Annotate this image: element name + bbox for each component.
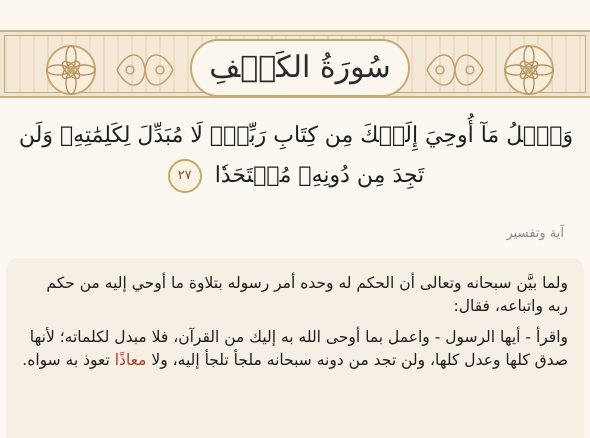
rosette-ornament-icon <box>501 42 557 98</box>
tafsir-text-part: تعوذ به سواه. <box>22 351 115 369</box>
surah-header-banner <box>0 30 590 98</box>
tafsir-intro-paragraph: ولما بيَّن سبحانه وتعالى أن الحكم له وحده أمر رسوله بتلاوة ما أوحي إليه من حكم ربه واتباعه، فقال: <box>46 274 568 315</box>
arabesque-ornament-icon <box>425 48 485 92</box>
surah-title: سُورَةُ الكَهۡفِ <box>209 50 391 85</box>
tafsir-text-part: واقرأ - أيها الرسول - واعمل بما أوحى الله به إليك من القرآن، فلا مبدل لكلماته؛ لأنها صدق كلها وعدل كلها، ولن تجد من دونه سبحانه ملجأ تلجأ إليه، ولا <box>29 328 568 369</box>
arabesque-ornament-icon <box>115 48 175 92</box>
tafsir-section-label: آية وتفسير <box>506 226 564 241</box>
rosette-ornament-icon <box>43 42 99 98</box>
ayah-text: وَٱتۡلُ مَآ أُوحِيَ إِلَيۡكَ مِن كِتَابِ رَبِّكَۖ لَا مُبَدِّلَ لِكَلِمَٰتِهِۦ وَلَن تَجِدَ مِن دُونِهِۦ مُلۡتَحَدٗا <box>18 123 574 188</box>
banner-ornament-frame <box>4 35 586 93</box>
tafsir-card <box>6 258 584 438</box>
tafsir-main-paragraph <box>22 326 568 372</box>
tafsir-highlighted-word[interactable]: معاذًا <box>114 351 147 369</box>
ayah-number-marker: ٢٧ <box>168 159 202 193</box>
ayah-text-block[interactable] <box>18 116 574 196</box>
